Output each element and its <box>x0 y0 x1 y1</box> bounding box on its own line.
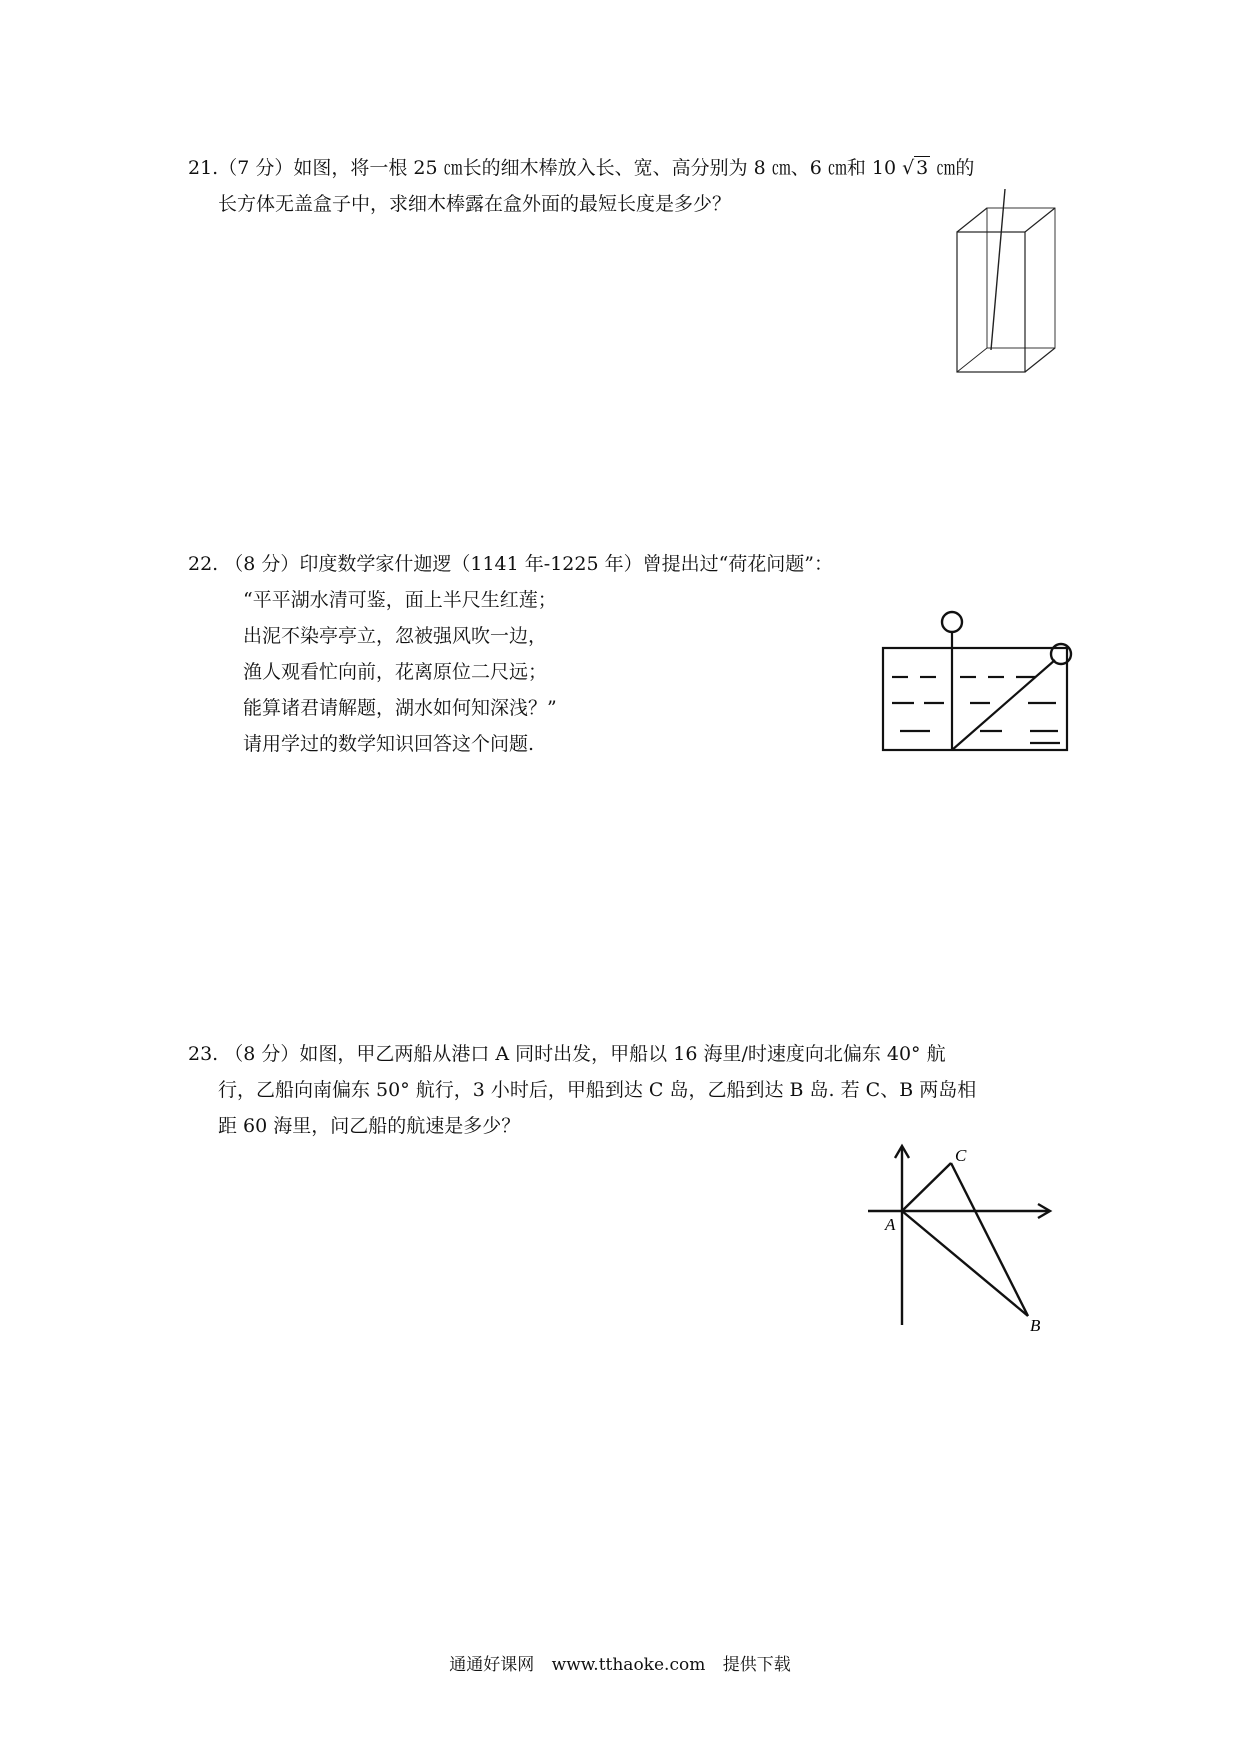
poem-line-5: 请用学过的数学知识回答这个问题. <box>243 733 535 755</box>
segment-ab <box>902 1211 1028 1316</box>
box-front-face <box>957 232 1025 372</box>
question-22-line-1: 22. （8 分）印度数学家什迦逻（1141 年-1225 年）曾提出过“荷花问题”： <box>188 553 834 575</box>
navigation-figure <box>860 1140 1060 1340</box>
segment-ac <box>902 1163 951 1211</box>
question-23-line-1: 23. （8 分）如图，甲乙两船从港口 A 同时出发，甲船以 16 海里/时速度向北偏东 40° 航 <box>188 1043 946 1065</box>
poem-line-1: “平平湖水清可鉴，面上半尺生红莲； <box>243 589 557 611</box>
poem-line-4: 能算诸君请解题，湖水如何知深浅？” <box>243 697 557 719</box>
footer-url: www.tthaoke.com <box>551 1655 706 1675</box>
question-21-text-b: ㎝的 <box>936 157 975 179</box>
poem-line-3: 渔人观看忙向前，花离原位二尺远； <box>243 661 548 683</box>
footer-suffix: 提供下载 <box>722 1655 791 1675</box>
box-edge-top-left <box>957 208 987 232</box>
label-b: B <box>1030 1316 1041 1335</box>
question-23-line-3: 距 60 海里，问乙船的航速是多少？ <box>218 1115 521 1137</box>
question-21-line-1 <box>188 150 974 186</box>
question-22 <box>188 546 833 762</box>
radical-sign: √ <box>902 157 915 179</box>
lotus-flower-upright <box>942 612 962 632</box>
wooden-stick <box>991 189 1005 350</box>
question-23-line-2: 行，乙船向南偏东 50° 航行，3 小时后，甲船到达 C 岛，乙船到达 B 岛. 若 C、B 两岛相 <box>218 1079 977 1101</box>
footer-site-name: 通通好课网 <box>449 1655 535 1675</box>
box-edge-bottom-right <box>1025 348 1055 372</box>
box-edge-bottom-left <box>957 348 987 372</box>
question-21 <box>188 150 974 222</box>
label-a: A <box>885 1215 896 1234</box>
sqrt-expression <box>902 150 930 186</box>
radicand: 3 <box>916 157 929 179</box>
poem-line-2: 出泥不染亭亭立，忽被强风吹一边， <box>243 625 548 647</box>
question-21-line-2: 长方体无盖盒子中，求细木棒露在盒外面的最短长度是多少？ <box>218 193 732 215</box>
lotus-stem-blown <box>952 660 1055 750</box>
lotus-lake-figure <box>880 605 1080 755</box>
box-edge-top-right <box>1025 208 1055 232</box>
lake-outline <box>883 648 1067 750</box>
segment-cb <box>951 1163 1028 1316</box>
question-23 <box>188 1036 976 1144</box>
box-stick-figure <box>955 205 1075 375</box>
label-c: C <box>955 1146 967 1165</box>
water-ripples <box>892 677 1060 743</box>
page-footer <box>0 1650 1240 1675</box>
question-21-text-a: 21.（7 分）如图，将一根 25 ㎝长的细木棒放入长、宽、高分别为 8 ㎝、6 ㎝和 10 <box>188 157 897 179</box>
